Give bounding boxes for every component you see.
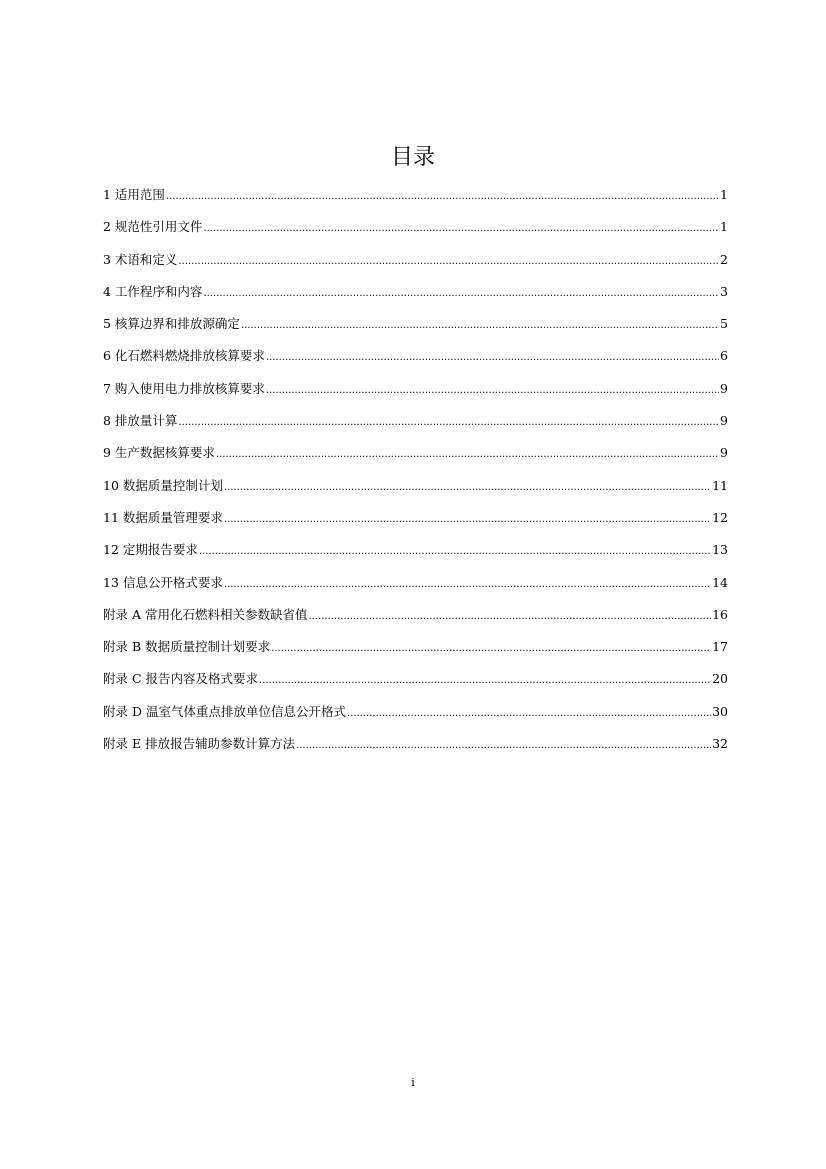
toc-entry[interactable] [103,730,728,762]
toc-dot-leader [224,474,711,502]
toc-dot-leader [259,667,711,695]
toc-entry-label: 附录 E 排放报告辅助参数计算方法 [103,736,296,752]
toc-entry[interactable] [103,698,728,730]
toc-dot-leader [203,215,719,243]
toc-entry-label: 12 定期报告要求 [103,542,198,558]
toc-entry-label: 9 生产数据核算要求 [103,445,215,461]
toc-dot-leader [296,732,711,760]
toc-entry-label: 附录 B 数据质量控制计划要求 [103,639,271,655]
toc-entry-label: 2 规范性引用文件 [103,219,203,235]
toc-dot-leader [224,571,711,599]
toc-entry[interactable] [103,278,728,310]
toc-entry-label: 8 排放量计算 [103,413,178,429]
toc-dot-leader [216,441,719,469]
page-title: 目录 [390,145,435,170]
toc-entry[interactable] [103,439,728,471]
toc-dot-leader [166,183,719,211]
toc-entry-page: 16 [712,606,728,622]
toc-entry[interactable] [103,633,728,665]
toc-dot-leader [241,312,719,340]
toc-entry-page: 9 [720,413,728,429]
toc-entry-label: 7 购入使用电力排放核算要求 [103,380,265,396]
toc-entry[interactable] [103,181,728,213]
toc-entry[interactable] [103,504,728,536]
toc-entry-label: 13 信息公开格式要求 [103,574,223,590]
toc-entry-page: 9 [720,445,728,461]
page-number: i [411,1076,415,1089]
toc-entry-label: 4 工作程序和内容 [103,283,203,299]
toc-entry-label: 附录 C 报告内容及格式要求 [103,671,259,687]
toc-entry[interactable] [103,246,728,278]
toc-entry[interactable] [103,601,728,633]
toc-entry-page: 20 [712,671,728,687]
toc-entry-page: 17 [712,639,728,655]
toc-entry-page: 5 [720,316,728,332]
toc-entry-page: 3 [720,283,728,299]
toc-entry-page: 2 [720,251,728,267]
toc-dot-leader [266,377,719,405]
toc-dot-leader [347,700,711,728]
toc-entry-label: 5 核算边界和排放源确定 [103,316,240,332]
toc-entry-page: 11 [712,477,728,493]
table-of-contents [103,181,728,762]
toc-entry[interactable] [103,569,728,601]
toc-entry-label: 3 术语和定义 [103,251,178,267]
toc-entry-page: 12 [712,509,728,525]
toc-dot-leader [224,506,711,534]
toc-dot-leader [178,409,719,437]
toc-entry[interactable] [103,213,728,245]
toc-dot-leader [266,344,719,372]
toc-dot-leader [203,280,719,308]
toc-entry[interactable] [103,310,728,342]
toc-entry-page: 6 [720,348,728,364]
toc-entry[interactable] [103,536,728,568]
toc-entry-page: 13 [712,542,728,558]
toc-entry-label: 附录 D 温室气体重点排放单位信息公开格式 [103,703,346,719]
toc-entry-label: 6 化石燃料燃烧排放核算要求 [103,348,265,364]
toc-dot-leader [271,635,711,663]
toc-entry[interactable] [103,407,728,439]
toc-entry-label: 11 数据质量管理要求 [103,509,223,525]
toc-entry[interactable] [103,342,728,374]
toc-entry-page: 9 [720,380,728,396]
toc-entry-page: 14 [712,574,728,590]
toc-entry-page: 32 [712,736,728,752]
toc-entry-page: 1 [720,187,728,202]
toc-dot-leader [199,538,711,566]
toc-entry-page: 30 [712,703,728,719]
toc-entry[interactable] [103,472,728,504]
toc-entry[interactable] [103,375,728,407]
toc-entry-label: 附录 A 常用化石燃料相关参数缺省值 [103,606,308,622]
toc-dot-leader [178,248,719,276]
toc-dot-leader [308,603,711,631]
toc-entry-label: 10 数据质量控制计划 [103,477,223,493]
toc-entry-page: 1 [720,219,728,235]
toc-entry-label: 1 适用范围 [103,187,165,202]
toc-entry[interactable] [103,665,728,697]
